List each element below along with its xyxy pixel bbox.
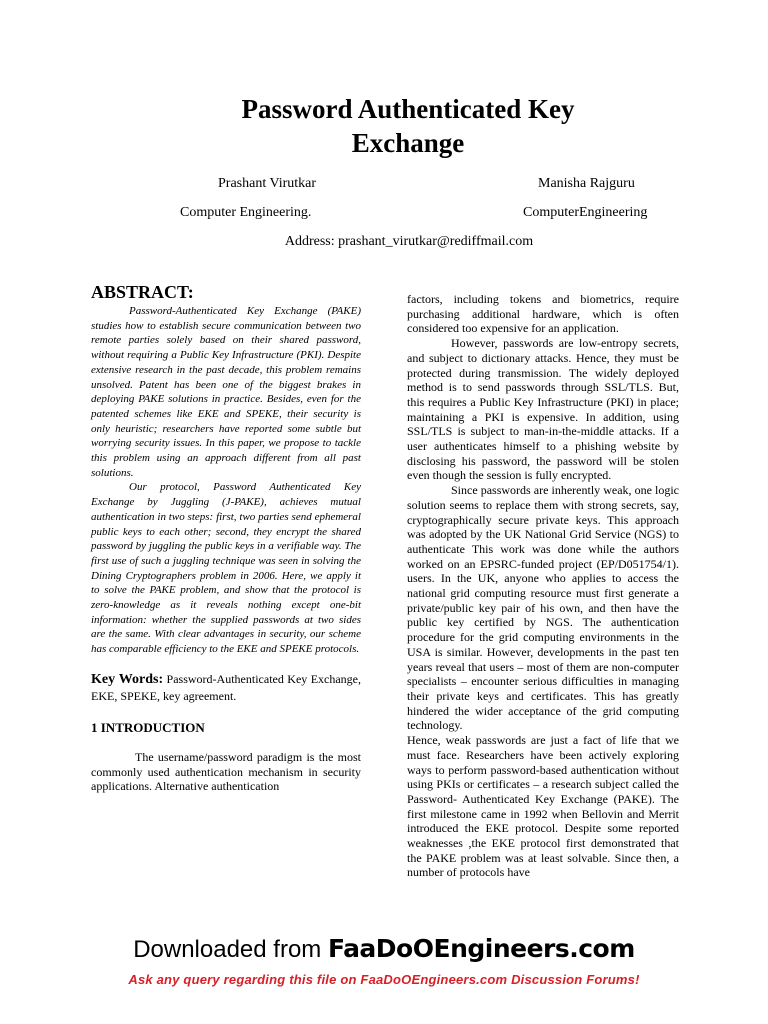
- download-prefix: Downloaded from: [133, 936, 328, 963]
- right-paragraph-1: factors, including tokens and biometrics, require purchasing additional hardware, which is often considered too expensive for an application.: [407, 292, 679, 336]
- introduction-paragraph: The username/password paradigm is the most commonly used authentication mechanism in security applications. Alternative authentication: [91, 749, 361, 794]
- author-1-name: Prashant Virutkar: [218, 176, 317, 191]
- paper-title: [0, 92, 768, 160]
- title-line-2: Exchange: [351, 128, 465, 158]
- keywords: [91, 671, 361, 704]
- right-paragraph-4: Hence, weak passwords are just a fact of life that we must face. Researchers have been actively exploring ways to perform password-based authentication without using PKIs or certificates – a research subject called the Password- Authenticated Key Exchange (PAKE). The first milestone came in 1992 when Bellovin and Merrit introduced the EKE protocol. Despite some reported weaknesses ,the EKE protocol first demonstrated that the PAKE problem was at least solvable. Since then, a number of protocols have: [407, 733, 679, 880]
- left-column: [91, 282, 361, 794]
- keywords-text: Password-Authenticated Key Exchange, EKE, SPEKE, key agreement.: [91, 671, 361, 703]
- brand-logo[interactable]: FaaDoOEngineers.com: [327, 934, 635, 963]
- introduction-heading: 1 INTRODUCTION: [91, 719, 205, 735]
- download-banner: [0, 934, 768, 964]
- right-paragraph-3: Since passwords are inherently weak, one logic solution seems to replace them with strong secrets, say, cryptographically secure private keys. This approach was adopted by the UK National Grid Service (NGS) to authenticate This work was done while the authors worked on an EPSRC-funded project (EP/D051754/1). users. In the UK, anyone who applies to access the national grid computing resource must first generate a private/public key pair of his own, and then have the public key certified by NGS. The authentication procedure for the grid computing environments in the USA is similar. However, developments in the past ten years reveal that users – most of them are non-computer specialists – encounter serious difficulties in managing their private keys and certificates. This has greatly hindered the wider acceptance of the grid computing technology.: [407, 483, 679, 733]
- right-paragraph-2: However, passwords are low-entropy secrets, and subject to dictionary attacks. Hence, they must be protected during transmission. The widely deployed method is to send passwords through SSL/TLS. But, this requires a Public Key Infrastructure (PKI) in place; maintaining a PKI is expensive. In addition, using SSL/TLS is subject to man-in-the-middle attacks. If a user authenticates himself to a phishing website by disclosing his password, the password will be stolen even though the session is fully encrypted.: [407, 336, 679, 483]
- abstract-paragraph-1: Password-Authenticated Key Exchange (PAKE) studies how to establish secure communication between two remote parties solely based on their shared password, without requiring a Public Key Infrastructure (PKI). Despite extensive research in the past decade, this problem remains unsolved. Patent has been one of the biggest brakes in deploying PAKE solutions in practice. Besides, even for the patented schemes like EKE and SPEKE, their security is only heuristic; researchers have reported some subtle but worrying security issues. In this paper, we propose to tackle this problem using an approach different from all past solutions.: [91, 305, 361, 479]
- author-address: Address: prashant_virutkar@rediffmail.com: [284, 234, 534, 249]
- title-line-1: Password Authenticated Key: [241, 94, 575, 124]
- abstract-heading: ABSTRACT:: [91, 282, 194, 302]
- author-2-affiliation: ComputerEngineering: [523, 205, 648, 220]
- keywords-label: Key Words:: [91, 671, 164, 687]
- forum-note[interactable]: Ask any query regarding this file on FaaDoOEngineers.com Discussion Forums!: [128, 972, 640, 987]
- abstract-paragraph-2: Our protocol, Password Authenticated Key Exchange by Juggling (J-PAKE), achieves mutual authentication in two steps: first, two parties send ephemeral public keys to each other; second, they encrypt the shared password by juggling the public keys in a verifiable way. The first use of such a juggling technique was seen in solving the Dining Cryptographers problem in 2006. Here, we apply it to solve the PAKE problem, and show that the protocol is zero-knowledge as it reveals nothing except one-bit information: whether the supplied passwords at two sides are the same. With clear advantages in security, our scheme has comparable efficiency to the EKE and SPEKE protocols.: [91, 481, 361, 656]
- right-column: [407, 292, 679, 880]
- author-1-affiliation: Computer Engineering.: [180, 205, 312, 220]
- author-2-name: Manisha Rajguru: [538, 176, 635, 191]
